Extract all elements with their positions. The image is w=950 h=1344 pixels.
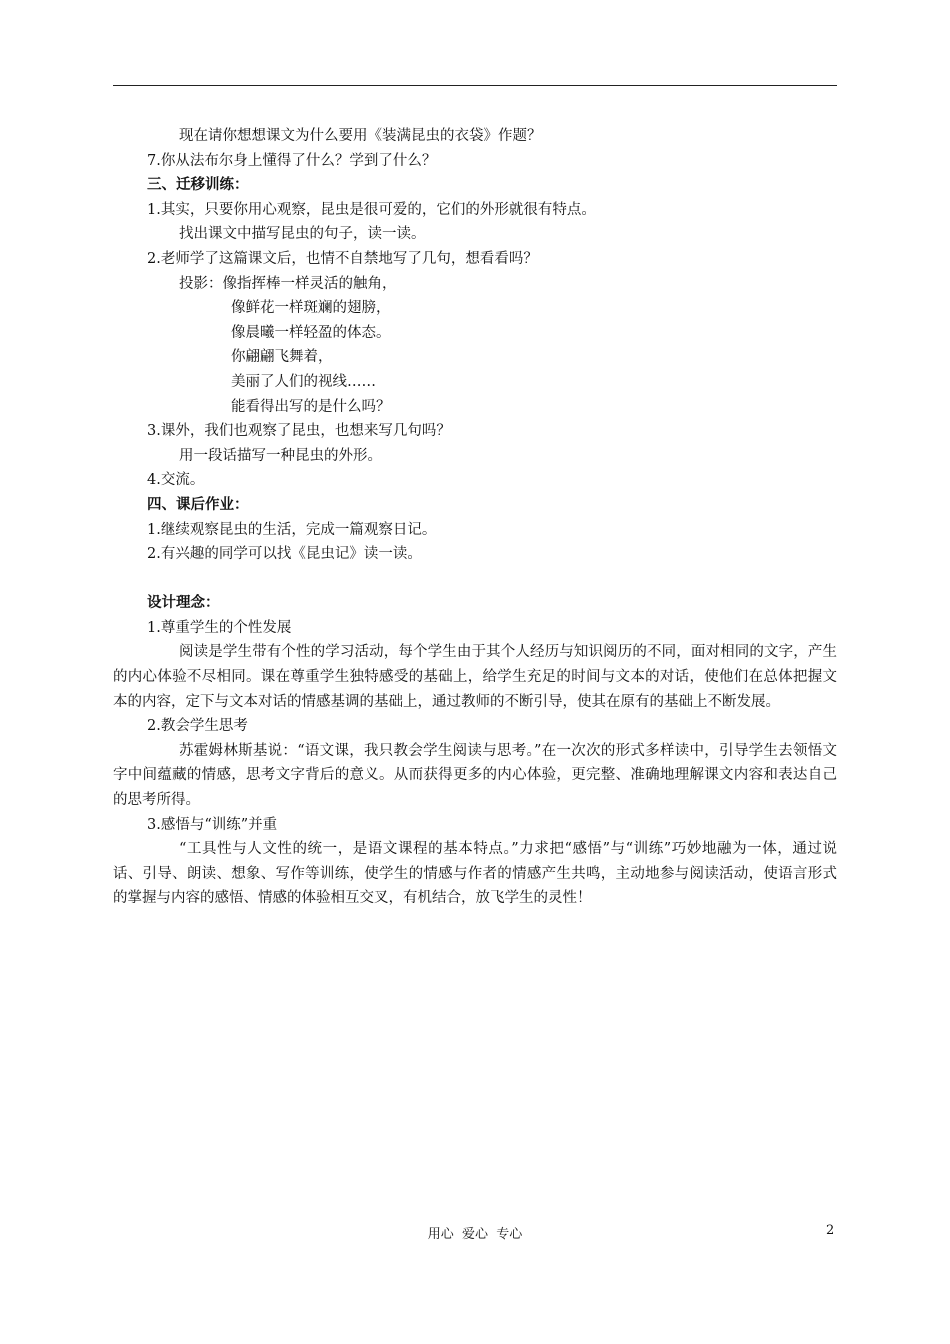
text-line: 4.交流。 bbox=[147, 472, 205, 489]
page-number: 2 bbox=[826, 1223, 835, 1238]
design-title: 设计理念： bbox=[147, 594, 220, 612]
text-line: 现在请你想想课文为什么要用《装满昆虫的衣袋》作题？ bbox=[179, 128, 542, 144]
footer-motto: 用心 爱心 专心 bbox=[427, 1227, 523, 1242]
text-line: 2.老师学了这篇课文后，也情不自禁地写了几句，想看看吗？ bbox=[147, 250, 538, 267]
design-point-heading: 3.感悟与“训练”并重 bbox=[147, 816, 278, 833]
header-rule bbox=[113, 85, 837, 86]
document-body bbox=[113, 124, 837, 911]
spacer bbox=[113, 567, 837, 592]
poem-line: 能看得出写的是什么吗？ bbox=[231, 398, 391, 415]
design-paragraph: “工具性与人文性的统一，是语文课程的基本特点。”力求把“感悟”与“训练”巧妙地融为一体，通过说话、引导、朗读、想象、写作等训练，使学生的情感与作者的情感产生共鸣，主动地参与阅读活动，使语言形式的掌握与内容的感悟、情感的体验相互交叉，有机结合，放飞学生的灵性！ bbox=[113, 841, 837, 907]
poem-line: 你翩翩飞舞着， bbox=[231, 349, 333, 366]
text-line: 7.你从法布尔身上懂得了什么？学到了什么？ bbox=[147, 152, 437, 169]
poem-line: 投影：像指挥棒一样灵活的触角， bbox=[179, 275, 397, 292]
text-line: 1.其实，只要你用心观察，昆虫是很可爱的，它们的外形就很有特点。 bbox=[147, 201, 596, 218]
text-line: 找出课文中描写昆虫的句子，读一读。 bbox=[179, 226, 426, 243]
poem-line: 美丽了人们的视线…… bbox=[231, 373, 376, 390]
text-line: 用一段话描写一种昆虫的外形。 bbox=[179, 447, 382, 464]
design-point-heading: 1.尊重学生的个性发展 bbox=[147, 619, 292, 636]
section-heading: 四、课后作业： bbox=[147, 495, 249, 513]
design-paragraph: 阅读是学生带有个性的学习活动，每个学生由于其个人经历与知识阅历的不同，面对相同的文字，产生的内心体验不尽相同。课在尊重学生独特感受的基础上，给学生充足的时间与文本的对话，使他们在总体把握文本的内容，定下与文本对话的情感基调的基础上，通过教师的不断引导，使其在原有的基础上不断发展。 bbox=[113, 644, 837, 710]
text-line: 1.继续观察昆虫的生活，完成一篇观察日记。 bbox=[147, 521, 437, 538]
text-line: 3.课外，我们也观察了昆虫，也想来写几句吗？ bbox=[147, 423, 451, 440]
design-point-heading: 2.教会学生思考 bbox=[147, 718, 248, 735]
poem-line: 像晨曦一样轻盈的体态。 bbox=[231, 324, 391, 341]
design-paragraph: 苏霍姆林斯基说：“语文课，我只教会学生阅读与思考。”在一次次的形式多样读中，引导学生去领悟文字中间蕴藏的情感，思考文字背后的意义。从而获得更多的内心体验，更完整、准确地理解课文内容和表达自己的思考所得。 bbox=[113, 742, 837, 809]
section-heading: 三、迁移训练： bbox=[147, 176, 249, 194]
text-line: 2.有兴趣的同学可以找《昆虫记》读一读。 bbox=[147, 546, 422, 563]
poem-line: 像鲜花一样斑斓的翅膀， bbox=[231, 300, 391, 317]
